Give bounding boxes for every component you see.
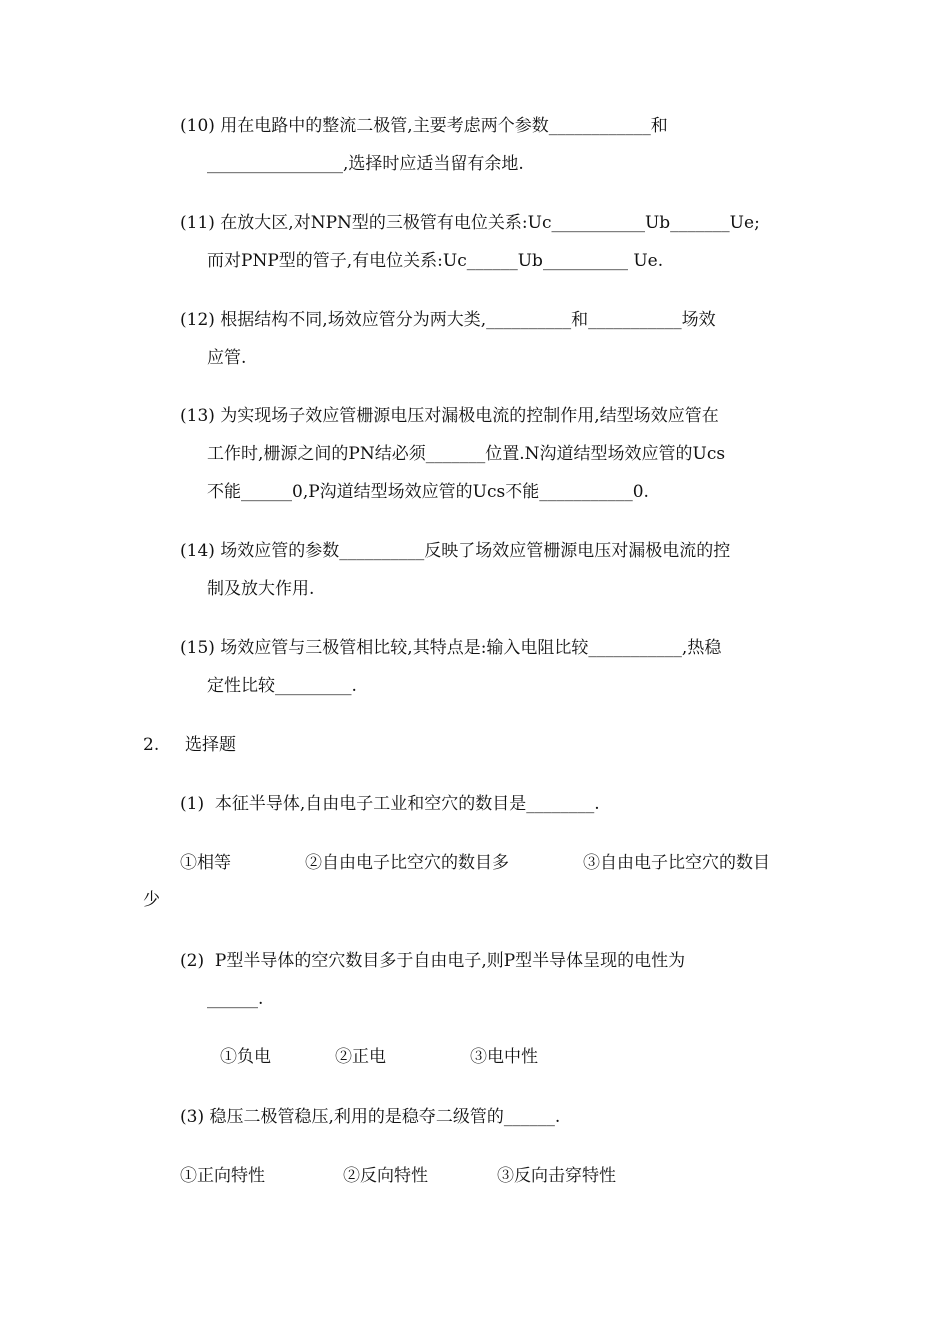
choice-q1-stem: (1) 本征半导体,自由电子工业和空穴的数目是________. bbox=[180, 794, 600, 814]
choice-q2-option-3: ③电中性 bbox=[470, 1047, 538, 1067]
q12-line1: (12) 根据结构不同,场效应管分为两大类,__________和___________场效 bbox=[180, 310, 716, 330]
q13-line3: 不能______0,P沟道结型场效应管的Ucs不能___________0. bbox=[207, 482, 649, 502]
choice-q1-wrap: 少 bbox=[143, 890, 160, 910]
q11-line2: 而对PNP型的管子,有电位关系:Uc______Ub__________ Ue. bbox=[207, 251, 664, 271]
choice-q3-stem: (3) 稳压二极管稳压,利用的是稳夺二级管的______. bbox=[180, 1107, 561, 1127]
choice-q2-stem: (2) P型半导体的空穴数目多于自由电子,则P型半导体呈现的电性为 bbox=[180, 951, 686, 971]
choice-q2-stem-line2: ______. bbox=[207, 989, 264, 1009]
section-title: 选择题 bbox=[185, 735, 236, 755]
q11-line1: (11) 在放大区,对NPN型的三极管有电位关系:Uc___________Ub_______Ue; bbox=[180, 213, 760, 233]
choice-q2-option-2: ②正电 bbox=[335, 1047, 386, 1067]
section-number: 2. bbox=[143, 735, 160, 755]
q14-line2: 制及放大作用. bbox=[207, 579, 315, 599]
q10-line1: (10) 用在电路中的整流二极管,主要考虑两个参数____________和 bbox=[180, 116, 668, 136]
choice-q2-option-1: ①负电 bbox=[220, 1047, 271, 1067]
q12-line2: 应管. bbox=[207, 348, 247, 368]
q13-line2: 工作时,栅源之间的PN结必须_______位置.N沟道结型场效应管的Ucs bbox=[207, 444, 726, 464]
q10-line2: ________________,选择时应适当留有余地. bbox=[207, 154, 524, 174]
choice-q3-option-3: ③反向击穿特性 bbox=[497, 1166, 616, 1186]
choice-q1-option-1: ①相等 bbox=[180, 853, 231, 873]
q15-line1: (15) 场效应管与三极管相比较,其特点是:输入电阻比较___________,热稳 bbox=[180, 638, 722, 658]
q14-line1: (14) 场效应管的参数__________反映了场效应管栅源电压对漏极电流的控 bbox=[180, 541, 731, 561]
choice-q1-option-2: ②自由电子比空穴的数目多 bbox=[305, 853, 509, 873]
q15-line2: 定性比较_________. bbox=[207, 676, 357, 696]
q13-line1: (13) 为实现场子效应管栅源电压对漏极电流的控制作用,结型场效应管在 bbox=[180, 406, 719, 426]
choice-q3-option-1: ①正向特性 bbox=[180, 1166, 265, 1186]
choice-q3-option-2: ②反向特性 bbox=[343, 1166, 428, 1186]
choice-q1-option-3: ③自由电子比空穴的数目 bbox=[583, 853, 770, 873]
